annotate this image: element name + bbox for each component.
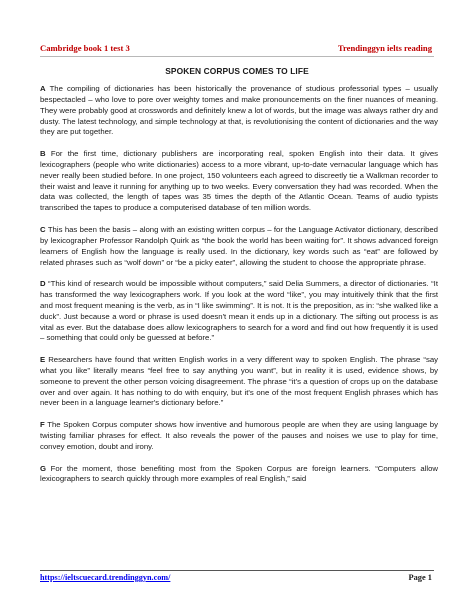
article-title: SPOKEN CORPUS COMES TO LIFE <box>165 66 309 76</box>
paragraph-letter: G <box>40 463 47 473</box>
paragraph-b <box>40 149 438 214</box>
paragraph-g <box>40 464 438 486</box>
paragraph-a <box>40 84 438 138</box>
paragraph-letter: F <box>40 420 45 430</box>
article-body <box>40 84 438 496</box>
page-number: Page 1 <box>408 573 432 582</box>
page-header <box>40 43 434 55</box>
footer-divider <box>40 570 434 571</box>
paragraph-text: The compiling of dictionaries has been historically the provenance of studious professorial types – usually bespectacled – who love to pore over weighty tomes and make pronouncements on the finer nuances of meaning. They were probably good at crosswords and definitely knew a lot of words, but the image was always rather dry and dusty. The latest technology, and simple technology at that, is revolutionising the content of dictionaries and the way they are put together. <box>40 84 439 137</box>
paragraph-text: The Spoken Corpus computer shows how inventive and humorous people are when they are using language by twisting familiar phrases for effect. It also reveals the power of the pauses and noises we use to play for time, convey emotion, doubt and irony. <box>40 420 438 451</box>
paragraph-text: “This kind of research would be impossible without computers,” said Delia Summers, a director of dictionaries. “It has transformed the way lexicographers work. If you look at the word “like”, you may intuitively think that the first and most frequent meaning is the verb, as in “I like swimming”. It is not. It is the preposition, as in: “she walked like a duck”. Just because a word or phrase is used doesn't mean it ends up in a dictionary. The sifting out process is as vital as ever. But the database does allow lexicographers to search for a word and find out how frequently it is used – something that could only be guessed at before.” <box>40 279 439 343</box>
paragraph-c <box>40 225 438 268</box>
paragraph-text: This has been the basis – along with an existing written corpus – for the Language Activator dictionary, described by lexicographer Professor Randolph Quirk as “the book the world has been waiting for”. It shows advanced foreign learners of English how the language is really used. In the dictionary, key words such as “eat” are followed by related phrases such as “wolf down” or “be a picky eater”, allowing the student to choose the appropriate phrase. <box>40 224 438 267</box>
paragraph-d <box>40 279 438 344</box>
header-site-name: Trendinggyn ielts reading <box>337 43 432 53</box>
paragraph-letter: C <box>40 224 46 234</box>
paragraph-e <box>40 355 438 409</box>
paragraph-letter: A <box>40 84 46 93</box>
paragraph-text: Researchers have found that written English works in a very different way to spoken English. The phrase “say what you like” literally means “feel free to say anything you want”, but in reality it is used, evidence shows, by someone to prevent the other person voicing disagreement. The phrase “it's a question of crops up on the database over and over again. It has nothing to do with enquiry, but it's one of the most frequent English phrases which has never been in a language learner's dictionary before.” <box>40 355 439 408</box>
paragraph-f <box>40 420 438 453</box>
paragraph-letter: B <box>40 149 46 159</box>
paragraph-letter: E <box>40 355 46 365</box>
header-divider <box>40 56 434 57</box>
footer-website-link[interactable]: https://ieltscuecard.trendinggyn.com/ <box>40 573 171 582</box>
paragraph-text: For the moment, those benefiting most from the Spoken Corpus are foreign learners. “Computers allow lexicographers to search quickly through more examples of real English,” said <box>40 463 438 484</box>
paragraph-text: For the first time, dictionary publishers are incorporating real, spoken English into their data. It gives lexicographers (people who write dictionaries) access to a more vibrant, up-to-date vernacular language which has never really been studied before. In one project, 150 volunteers each agreed to discreetly tie a Walkman recorder to their waist and leave it running for anything up to two weeks. Every conversation they had was recorded. When the data was collected, the length of tapes was 35 times the depth of the Atlantic Ocean. Teams of audio typists transcribed the tapes to produce a computerised database of ten million words. <box>40 149 439 213</box>
paragraph-letter: D <box>40 279 46 289</box>
header-book-title: Cambridge book 1 test 3 <box>40 43 130 53</box>
